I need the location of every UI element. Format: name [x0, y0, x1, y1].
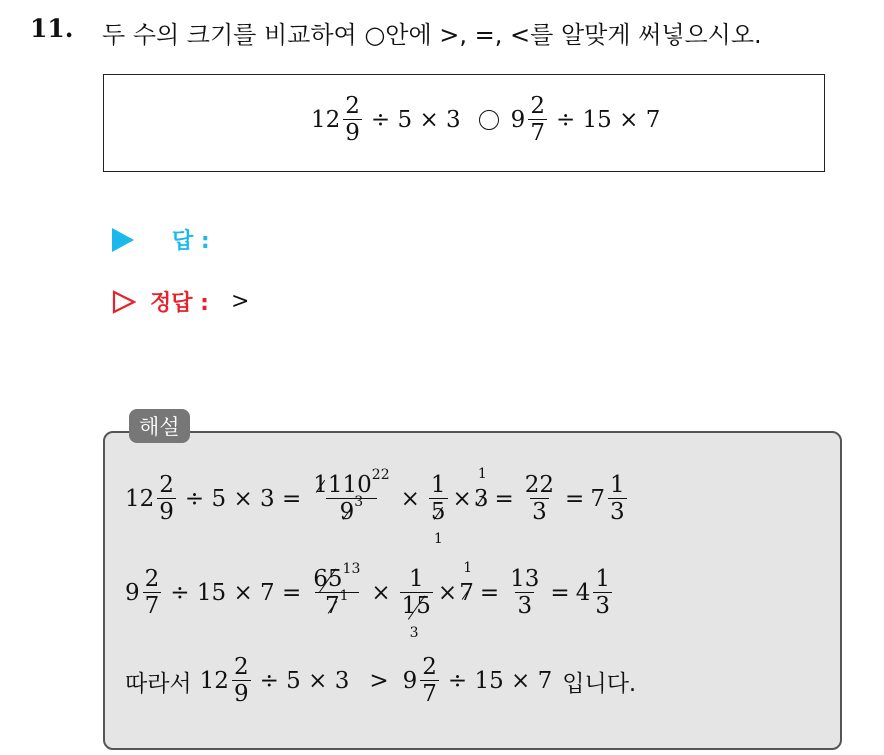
s1-equals-2: =: [565, 486, 585, 512]
s3-right-fraction: [420, 656, 439, 706]
s2-fraction-2: [400, 566, 433, 641]
s1-res-num: 22: [524, 472, 555, 498]
s1-mix-num: 1: [609, 472, 625, 498]
s1-lhs-ops: ÷ 5 × 3 =: [184, 486, 302, 512]
left-operations: ÷ 5 × 3: [370, 107, 461, 133]
s2-lhs-ops: ÷ 15 × 7 =: [170, 580, 302, 606]
s3-left-ops: ÷ 5 × 3: [259, 668, 350, 694]
s2-mix-den: 3: [595, 593, 610, 619]
s1-f1-num-prefix: 1: [313, 472, 328, 498]
s2-lhs-den: 7: [144, 593, 160, 619]
answer-row: [112, 224, 210, 255]
s2-mix-whole: 4: [575, 580, 591, 606]
left-denominator: 9: [345, 120, 360, 146]
s1-times-1: ×: [400, 486, 420, 512]
s2-f2-den: [400, 592, 433, 618]
s2-res-den: 3: [517, 593, 533, 619]
s1-f2-den-main: 5: [430, 499, 446, 525]
s2-result-fraction: [508, 568, 541, 618]
right-whole: 9: [510, 107, 526, 133]
s1-f2-den-below: 1: [433, 531, 443, 547]
s3-prefix: 따라서: [125, 670, 192, 697]
s3-right-den: 7: [422, 681, 437, 707]
s1-equals-1: =: [494, 486, 514, 512]
s3-right-whole: 9: [402, 668, 418, 694]
s1-result-fraction: [523, 474, 556, 524]
s2-f1-den-sup: 1: [339, 588, 349, 604]
s2-f1-num-main: 65: [313, 566, 343, 592]
s2-fraction-1: [311, 561, 362, 619]
s1-res-den: 3: [532, 499, 547, 525]
s1-f2-num: 1: [430, 472, 446, 498]
s2-f3-above: 1: [463, 560, 473, 576]
s3-right-ops: ÷ 15 × 7: [447, 668, 553, 694]
s1-lhs-num: 2: [159, 472, 174, 498]
comparison-circle[interactable]: [479, 110, 499, 130]
s1-f1-den: [326, 494, 378, 525]
s1-f1-num-sup: 22: [371, 467, 390, 483]
s2-lhs-fraction: [143, 568, 162, 618]
s1-mix-fraction: [608, 474, 627, 524]
s1-fraction-2: [429, 472, 448, 547]
outline-triangle-icon: [112, 290, 136, 314]
s2-f1-den-main: 7: [325, 593, 340, 619]
s1-f3-above: 1: [477, 466, 487, 482]
right-denominator: 7: [530, 120, 545, 146]
s1-lhs-whole: 12: [125, 486, 155, 512]
s1-f1-den-main: 9: [339, 499, 355, 525]
s2-factor-3: [459, 560, 474, 606]
s2-mix-num: 1: [595, 566, 610, 592]
s1-f3-main: 3: [473, 486, 489, 512]
question-number: 11.: [30, 14, 74, 43]
s3-left-num: 2: [233, 654, 249, 680]
s2-f1-num-sup: 13: [342, 561, 361, 577]
s2-f2-den-main: 15: [401, 593, 431, 619]
left-whole: 12: [311, 107, 341, 133]
s2-res-num: 13: [510, 566, 540, 592]
problem-expression: [311, 95, 666, 145]
s2-f1-den: [315, 588, 359, 619]
s3-left-whole: 12: [199, 668, 229, 694]
s3-comparison-sign: >: [369, 668, 389, 694]
question-text: 두 수의 크기를 비교하여 ○안에 >, =, <를 알맞게 써넣으시오.: [102, 21, 762, 49]
left-fraction: [343, 95, 362, 145]
correct-answer-row: [112, 286, 249, 317]
s2-f2-num: 1: [408, 566, 424, 592]
answer-label: 답 :: [172, 229, 210, 254]
correct-label: 정답 :: [150, 291, 209, 316]
right-operations: ÷ 15 × 7: [555, 107, 661, 133]
correct-value: >: [230, 289, 250, 314]
s2-f1-num: [311, 561, 362, 592]
s1-mix-whole: 7: [590, 486, 605, 512]
solution-line-1: [125, 466, 630, 547]
s1-lhs-den: 9: [159, 499, 174, 525]
s1-f1-num-main: 110: [327, 472, 372, 498]
s3-left-den: 9: [233, 681, 249, 707]
solution-line-2: [125, 560, 615, 641]
s2-f3-main: 7: [459, 580, 474, 606]
s1-f2-den: [429, 498, 448, 524]
s1-f1-num: [311, 467, 391, 498]
s3-right-num: 2: [422, 654, 437, 680]
solution-tab: 해설: [129, 409, 190, 443]
s1-f1-den-sup: 3: [354, 494, 364, 510]
s2-lhs-whole: 9: [125, 580, 140, 606]
s2-times-1: ×: [371, 580, 391, 606]
right-numerator: 2: [530, 93, 545, 119]
play-triangle-icon: [112, 228, 134, 252]
s1-factor-3: [473, 466, 489, 512]
s1-fraction-1: [311, 467, 391, 525]
s2-times-2: ×: [437, 580, 458, 606]
solution-line-3: [125, 656, 636, 706]
s1-times-2: ×: [452, 486, 472, 512]
s1-lhs-fraction: [157, 474, 176, 524]
right-fraction: [528, 95, 547, 145]
s2-equals-2: =: [550, 580, 570, 606]
s2-equals-1: =: [479, 580, 500, 606]
s2-mix-fraction: [593, 568, 612, 618]
s2-lhs-num: 2: [144, 566, 160, 592]
s3-left-fraction: [232, 656, 251, 706]
s1-mix-den: 3: [609, 499, 625, 525]
s2-f2-den-below: 3: [409, 625, 419, 641]
left-numerator: 2: [345, 93, 360, 119]
s3-suffix: 입니다.: [562, 670, 637, 697]
